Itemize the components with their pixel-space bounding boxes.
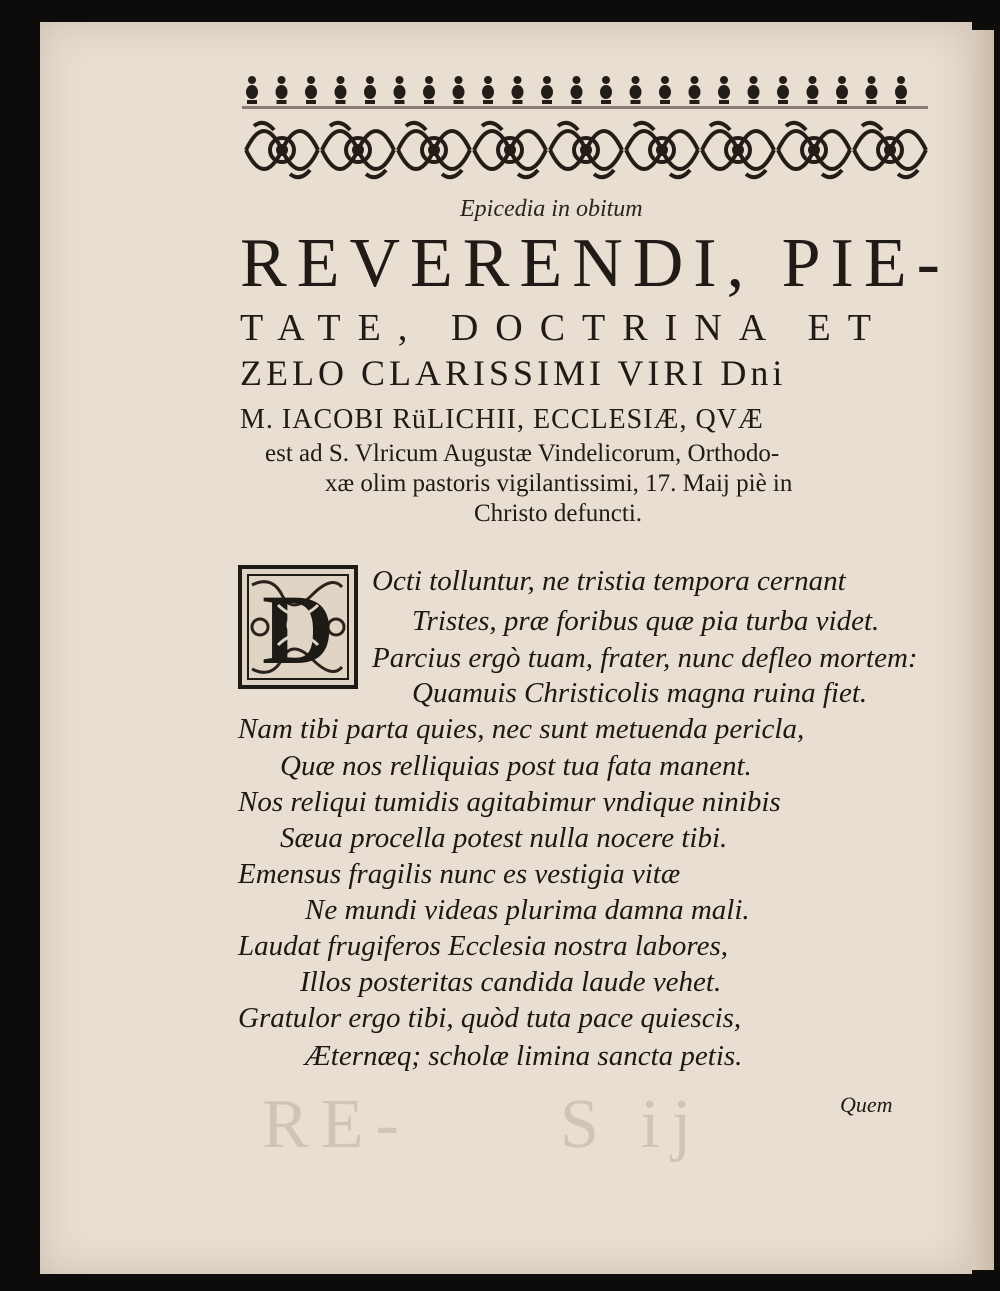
page-edge	[972, 30, 994, 1270]
verse-line-1: Octi tolluntur, ne tristia tempora cernant	[372, 565, 846, 597]
ornament-finial	[541, 76, 553, 104]
ornament-finial	[659, 76, 671, 104]
bleed-through-text: RE-	[262, 1086, 411, 1163]
verse-line-4: Quamuis Christicolis magna ruina fiet.	[412, 677, 868, 709]
title-line-3: ZELO CLARISSIMI VIRI Dni	[240, 353, 787, 393]
verse-line-3: Parcius ergò tuam, frater, nunc defleo mortem:	[372, 642, 918, 674]
title-line-7: Christo defuncti.	[474, 500, 643, 527]
title-line-1: REVERENDI, PIE-	[240, 225, 950, 302]
ornament-finial	[246, 76, 258, 104]
verse-line-9: Emensus fragilis nunc es vestigia vitæ	[238, 858, 681, 890]
verse-line-2: Tristes, præ foribus quæ pia turba videt.	[412, 605, 880, 637]
ornament-finial	[836, 76, 848, 104]
title-line-6: xæ olim pastoris vigilantissimi, 17. Maij piè in	[325, 470, 793, 497]
ornament-finial	[364, 76, 376, 104]
ornament-finial	[866, 76, 878, 104]
ornament-finial	[895, 76, 907, 104]
ornament-finial	[718, 76, 730, 104]
ornament-knot	[550, 123, 622, 177]
verse-line-12: Illos posteritas candida laude vehet.	[300, 966, 722, 998]
ornament-finial	[453, 76, 465, 104]
ornament-finial	[689, 76, 701, 104]
headpiece-ornament	[242, 72, 928, 190]
ornament-knot	[246, 123, 318, 177]
caption-epicedia: Epicedia in obitum	[460, 196, 643, 222]
ornament-finial	[748, 76, 760, 104]
title-line-2: TATE, DOCTRINA ET	[240, 307, 888, 349]
ornament-finial	[335, 76, 347, 104]
ornament-knot	[702, 123, 774, 177]
title-line-5: est ad S. Vlricum Augustæ Vindelicorum, Orthodo-	[265, 440, 780, 467]
ornament-finial	[571, 76, 583, 104]
ornament-knot	[778, 123, 850, 177]
ornament-finial	[630, 76, 642, 104]
ornament-finial	[394, 76, 406, 104]
ornament-finial	[305, 76, 317, 104]
ornament-finial	[512, 76, 524, 104]
drop-cap-initial	[238, 565, 358, 689]
verse-line-13: Gratulor ergo tibi, quòd tuta pace quiescis,	[238, 1002, 742, 1034]
verse-line-11: Laudat frugiferos Ecclesia nostra labores,	[238, 930, 729, 962]
ornament-finial	[482, 76, 494, 104]
ornament-knot	[474, 123, 546, 177]
drop-cap-letter: D	[261, 574, 335, 685]
ornament-finial	[807, 76, 819, 104]
bleed-through-signature: S ij	[560, 1086, 704, 1163]
verse-line-7: Nos reliqui tumidis agitabimur vndique ninibis	[238, 786, 781, 818]
ornament-finial	[777, 76, 789, 104]
verse-line-8: Sæua procella potest nulla nocere tibi.	[280, 822, 728, 854]
ornament-knot	[322, 123, 394, 177]
catchword: Quem	[840, 1092, 893, 1117]
verse-line-14: Æternæq; scholæ limina sancta petis.	[305, 1040, 743, 1072]
ornament-finial	[276, 76, 288, 104]
verse-line-10: Ne mundi videas plurima damna mali.	[305, 894, 750, 926]
title-line-4: M. IACOBI RüLICHII, ECCLESIÆ, QVÆ	[240, 404, 764, 435]
ornament-knot	[626, 123, 698, 177]
ornament-knot	[398, 123, 470, 177]
ornament-finial	[600, 76, 612, 104]
ornament-finial	[423, 76, 435, 104]
verse-line-6: Quæ nos relliquias post tua fata manent.	[280, 750, 752, 782]
ornament-knot	[854, 123, 926, 177]
verse-line-5: Nam tibi parta quies, nec sunt metuenda pericla,	[238, 713, 805, 745]
